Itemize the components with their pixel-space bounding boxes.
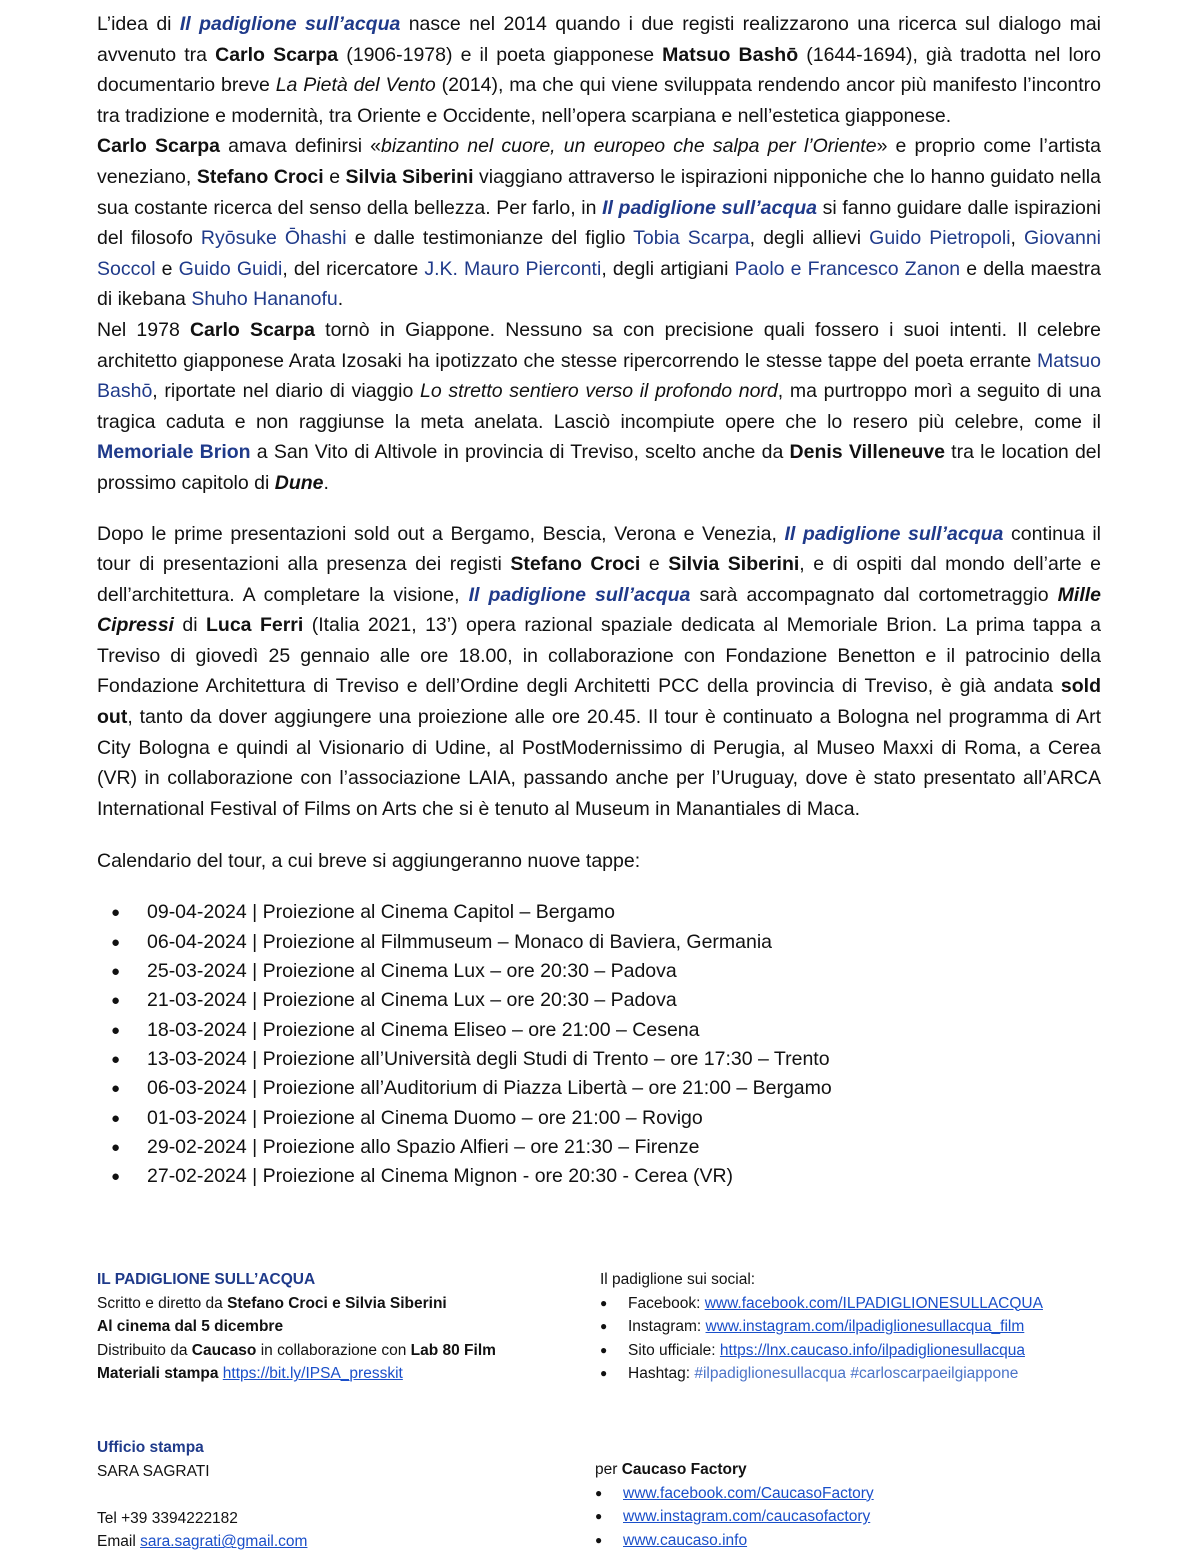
- bullet-icon: ●: [600, 1366, 608, 1381]
- tour-date-item: [97, 1133, 1101, 1162]
- name-ryosuke-ohashi: Ryōsuke Ōhashi: [200, 227, 347, 250]
- text: , degli allievi: [749, 227, 870, 250]
- text: , del ricercatore: [282, 257, 425, 280]
- tour-date-text: 06-03-2024 | Proiezione all’Auditorium di Piazza Libertà – ore 21:00 – Bergamo: [147, 1077, 832, 1100]
- name-matsuo-basho: Matsuo Bashō: [97, 349, 1101, 403]
- label: Sito ufficiale:: [628, 1341, 720, 1359]
- text: in collaborazione con: [256, 1341, 411, 1359]
- tour-date-text: 06-04-2024 | Proiezione al Filmmuseum – Monaco di Baviera, Germania: [147, 930, 773, 953]
- film-title: Il padiglione sull’acqua: [784, 522, 1004, 545]
- tour-date-text: 18-03-2024 | Proiezione al Cinema Eliseo – ore 21:00 – Cesena: [147, 1018, 700, 1041]
- instagram-link[interactable]: www.instagram.com/ilpadiglionesullacqua_film: [705, 1318, 1025, 1336]
- bullet-icon: ●: [595, 1485, 603, 1500]
- text: Scritto e diretto da: [97, 1294, 228, 1312]
- bullet-icon: ●: [600, 1295, 608, 1310]
- credits-written: [97, 1292, 567, 1316]
- text: Nel 1978: [97, 318, 190, 341]
- tour-date-item: [97, 957, 1101, 986]
- factory-instagram: [595, 1505, 1095, 1529]
- bullet-icon: ●: [111, 1050, 121, 1068]
- name-guido-guidi: Guido Guidi: [178, 257, 283, 280]
- text: continua il tour di presentazioni alla presenza dei registi: [97, 522, 1101, 576]
- credits-press-kit: [97, 1362, 567, 1386]
- text: amava definirsi «: [220, 135, 382, 158]
- credits-title: IL PADIGLIONE SULL’ACQUA: [97, 1271, 316, 1288]
- name-stefano-croci: Stefano Croci: [196, 165, 324, 188]
- film-title: Il padiglione sull’acqua: [468, 583, 691, 606]
- name-mauro-pierconti: J.K. Mauro Pierconti: [424, 257, 602, 280]
- social-links: [600, 1268, 1100, 1386]
- text: L’idea di: [97, 13, 180, 35]
- name-carlo-scarpa: Carlo Scarpa: [97, 135, 221, 158]
- social-hashtag: [600, 1362, 1100, 1386]
- tour-date-text: 25-03-2024 | Proiezione al Cinema Lux – ore 20:30 – Padova: [147, 960, 677, 983]
- name-tobia-scarpa: Tobia Scarpa: [633, 227, 750, 250]
- name-giovanni-soccol: Giovanni Soccol: [97, 227, 1101, 280]
- bullet-icon: ●: [600, 1319, 608, 1334]
- text: viaggiano attraverso le ispirazioni nipponiche che lo hanno guidato nella sua costante ricerca del senso della bellezza. Per farlo, in: [97, 165, 1101, 219]
- facebook-link[interactable]: www.facebook.com/ILPADIGLIONESULLACQUA: [704, 1294, 1043, 1312]
- label: Email: [97, 1533, 141, 1551]
- text: (1906-1978) e il poeta giapponese: [338, 43, 663, 66]
- text: (1644-1694), già tradotta nel loro documentario breve: [97, 43, 1102, 97]
- name-denis-villeneuve: Denis Villeneuve: [789, 441, 945, 464]
- text: » e proprio come l’artista veneziano,: [97, 135, 1101, 188]
- quote: bizantino nel cuore, un europeo che salpa per l’Oriente: [381, 135, 877, 158]
- name-silvia-siberini: Silvia Siberini: [668, 553, 800, 576]
- text: e: [155, 257, 179, 280]
- name-carlo-scarpa: Carlo Scarpa: [215, 43, 339, 66]
- bullet-icon: ●: [111, 992, 121, 1010]
- text: ,: [1010, 227, 1025, 250]
- press-office-title: Ufficio stampa: [97, 1439, 204, 1456]
- social-site: [600, 1339, 1100, 1363]
- documentary-title: La Pietà del Vento: [275, 74, 436, 97]
- paragraph-tour: [97, 519, 1101, 825]
- memoriale-brion: Memoriale Brion: [97, 441, 251, 464]
- tour-date-text: 29-02-2024 | Proiezione allo Spazio Alfieri – ore 21:30 – Firenze: [147, 1135, 700, 1158]
- bullet-icon: ●: [111, 1021, 121, 1039]
- text: e: [323, 165, 346, 188]
- text: e: [640, 553, 669, 576]
- spacer: [97, 1483, 567, 1507]
- sold-out: sold out: [97, 675, 1101, 729]
- tour-date-item: [97, 1104, 1101, 1133]
- name-zanon: Paolo e Francesco Zanon: [734, 257, 961, 280]
- text: .: [323, 471, 329, 494]
- tour-date-item: [97, 928, 1101, 957]
- social-heading: Il padiglione sui social:: [600, 1271, 756, 1288]
- tour-dates-list: [97, 898, 1101, 1191]
- film-title: Il padiglione sull’acqua: [602, 196, 818, 219]
- text: tornò in Giappone. Nessuno sa con precisione quali fossero i suoi intenti. Il celebre architetto giapponese Arata Izosaki ha ipotizzato che stesse ripercorrendo le stesse tappe del poeta errante: [97, 318, 1102, 372]
- social-instagram: [600, 1315, 1100, 1339]
- site-link[interactable]: https://lnx.caucaso.info/ilpadiglionesullacqua: [719, 1341, 1025, 1359]
- tour-date-text: 27-02-2024 | Proiezione al Cinema Mignon - ore 20:30 - Cerea (VR): [147, 1165, 734, 1188]
- bullet-icon: ●: [111, 1168, 121, 1186]
- tour-date-item: [97, 1016, 1101, 1045]
- factory-facebook-link[interactable]: www.facebook.com/CaucasoFactory: [623, 1484, 874, 1502]
- distributor: Caucaso: [191, 1341, 257, 1359]
- text: di: [173, 614, 206, 637]
- factory-heading: [595, 1458, 1095, 1482]
- text: , e di ospiti dal mondo dell’arte e dell’architettura. A completare la visione,: [97, 553, 1101, 606]
- tour-date-item: [97, 898, 1101, 927]
- release-date: Al cinema dal 5 dicembre: [97, 1318, 284, 1336]
- directors: Stefano Croci e Silvia Siberini: [227, 1294, 447, 1312]
- text: , tanto da dover aggiungere una proiezione alle ore 20.45. Il tour è continuato a Bologna nel programma di Art City Bologna e quindi al Visionario di Udine, al PostModernissimo di Perugia, al Museo Maxxi di Roma, a Cerea (VR) in collaborazione con l’associazione LAIA, passando anche per l’Uruguay, dove è stato presentato all’ARCA International Festival of Films on Arts che si è tenuto al Museum in Manantiales di Maca.: [97, 706, 1101, 820]
- tour-date-text: 09-04-2024 | Proiezione al Cinema Capitol – Bergamo: [147, 901, 615, 924]
- text: e dalle testimonianze del figlio: [346, 227, 634, 250]
- tour-date-text: 21-03-2024 | Proiezione al Cinema Lux – ore 20:30 – Padova: [147, 989, 677, 1012]
- text: (Italia 2021, 13’) opera razional spaziale dedicata al Memoriale Brion. La prima tappa a Treviso di giovedì 25 gennaio alle ore 18.00, in collaborazione con Fondazione Benetton e il patrocinio della Fondazione Architettura di Treviso e dell’Ordine degli Architetti PCC della provincia di Treviso, è già andata: [97, 614, 1101, 698]
- bullet-icon: ●: [111, 904, 121, 922]
- bullet-icon: ●: [111, 933, 121, 951]
- paragraph-scarpa: [97, 131, 1101, 315]
- text: tra le location del prossimo capitolo di: [97, 441, 1101, 494]
- bullet-icon: ●: [111, 963, 121, 981]
- factory-site-link[interactable]: www.caucaso.info: [623, 1531, 748, 1549]
- label: Instagram:: [628, 1318, 706, 1336]
- bullet-icon: ●: [111, 1138, 121, 1156]
- name-guido-pietropoli: Guido Pietropoli: [869, 227, 1011, 250]
- credits-distribution: [97, 1339, 567, 1363]
- text: a San Vito di Altivole in provincia di Treviso, scelto anche da: [250, 441, 790, 464]
- label: Facebook:: [628, 1294, 705, 1312]
- tour-date-text: 01-03-2024 | Proiezione al Cinema Duomo – ore 21:00 – Rovigo: [147, 1106, 703, 1129]
- label: Hashtag:: [628, 1365, 695, 1383]
- caucaso-factory: [595, 1458, 1095, 1552]
- text: Dopo le prime presentazioni sold out a Bergamo, Bescia, Verona e Venezia,: [97, 522, 785, 545]
- name-stefano-croci: Stefano Croci: [510, 553, 641, 576]
- bullet-icon: ●: [600, 1342, 608, 1357]
- bullet-icon: ●: [595, 1509, 603, 1524]
- book-title: Lo stretto sentiero verso il profondo nord: [420, 380, 778, 403]
- name-shuho-hananofu: Shuho Hananofu: [191, 288, 338, 311]
- film-dune: Dune: [274, 471, 324, 494]
- tour-date-text: 13-03-2024 | Proiezione all’Università degli Studi di Trento – ore 17:30 – Trento: [147, 1047, 830, 1070]
- calendar-intro: Calendario del tour, a cui breve si aggiungeranno nuove tappe:: [97, 850, 641, 873]
- press-kit-label: Materiali stampa: [97, 1365, 219, 1383]
- text: , ma purtroppo morì a seguito di una tragica caduta e non raggiunse la meta anelata. Lasciò incompiute opere che lo resero più celebre, come il: [97, 380, 1101, 433]
- bullet-icon: ●: [111, 1080, 121, 1098]
- tour-date-item: [97, 1074, 1101, 1103]
- film-title: Il padiglione sull’acqua: [179, 13, 401, 35]
- press-release-body: [97, 9, 1101, 1191]
- tour-date-item: [97, 1162, 1101, 1191]
- email-link[interactable]: sara.sagrati@gmail.com: [140, 1533, 308, 1551]
- tour-date-item: [97, 986, 1101, 1015]
- press-office-name: SARA SAGRATI: [97, 1462, 210, 1480]
- press-kit-link[interactable]: https://bit.ly/IPSA_presskit: [222, 1365, 403, 1383]
- film-credits: [97, 1268, 567, 1386]
- name-carlo-scarpa: Carlo Scarpa: [189, 318, 315, 341]
- press-office-tel: Tel +39 3394222182: [97, 1509, 238, 1527]
- text: nasce nel 2014 quando i due registi realizzarono una ricerca sul dialogo mai avvenuto tra: [97, 13, 1101, 66]
- tour-date-item: [97, 1045, 1101, 1074]
- credits-release: [97, 1315, 567, 1339]
- bullet-icon: ●: [595, 1532, 603, 1547]
- text: (2014), ma che qui viene sviluppata rendendo ancor più manifesto l’incontro tra tradizione e modernità, tra Oriente e Occidente, nell’opera scarpiana e nell’estetica giapponese.: [97, 74, 1101, 127]
- factory-site: [595, 1529, 1095, 1553]
- social-facebook: [600, 1292, 1100, 1316]
- text: , degli artigiani: [601, 257, 735, 280]
- factory-instagram-link[interactable]: www.instagram.com/caucasofactory: [623, 1508, 871, 1526]
- paragraph-intro: [97, 9, 1101, 131]
- factory-facebook: [595, 1482, 1095, 1506]
- factory-name: Caucaso Factory: [621, 1461, 747, 1478]
- text: si fanno guidare dalle ispirazioni del filosofo: [97, 196, 1102, 250]
- paragraph-1978: [97, 315, 1101, 499]
- hashtags: #ilpadiglionesullacqua #carloscarpaeilgiappone: [694, 1365, 1019, 1383]
- text: e della maestra di ikebana: [97, 257, 1101, 311]
- text: per: [595, 1461, 622, 1478]
- partner: Lab 80 Film: [410, 1341, 496, 1359]
- text: , riportate nel diario di viaggio: [152, 380, 421, 403]
- short-film-title: Mille Cipressi: [97, 583, 1101, 637]
- press-office-email: [97, 1530, 567, 1554]
- text: Distribuito da: [97, 1341, 192, 1359]
- text: sarà accompagnato dal cortometraggio: [690, 583, 1058, 606]
- bullet-icon: ●: [111, 1109, 121, 1127]
- name-matsuo-basho: Matsuo Bashō: [662, 43, 799, 66]
- name-silvia-siberini: Silvia Siberini: [345, 165, 474, 188]
- name-luca-ferri: Luca Ferri: [206, 614, 304, 637]
- press-office: [97, 1436, 567, 1554]
- text: .: [337, 288, 344, 311]
